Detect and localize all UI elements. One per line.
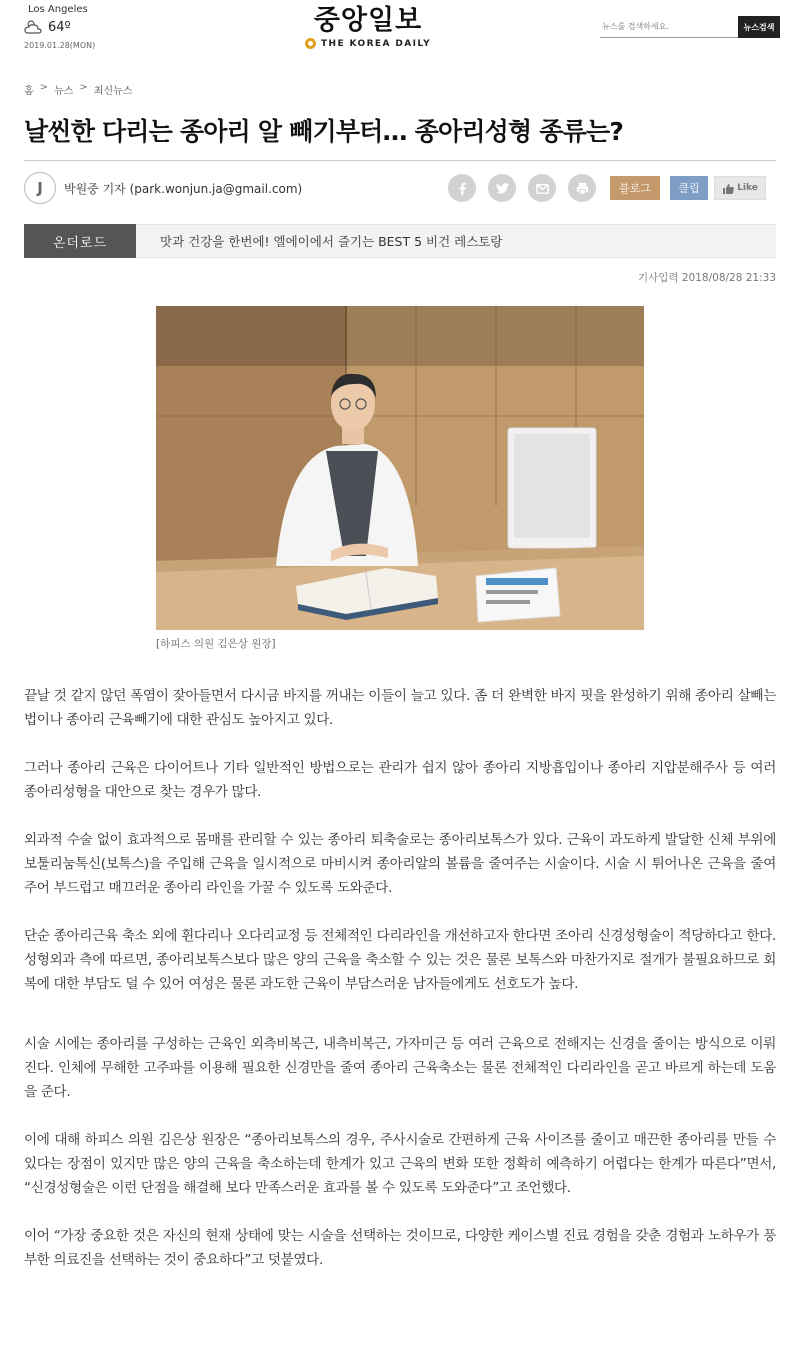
breadcrumb-latest[interactable]: 최신뉴스	[93, 86, 133, 97]
weather-city: Los Angeles	[28, 4, 88, 15]
logo-mark-icon	[305, 38, 316, 49]
logo-korean: 중앙일보	[313, 5, 423, 36]
byline	[24, 172, 302, 204]
article-paragraph: 이에 대해 하피스 의원 김은상 원장은 “종아리보톡스의 경우, 주사시술로 간편하게 근육 사이즈를 줄이고 매끈한 종아리를 만들 수 있다는 장점이 있지만 많은 양의 근육을 축소하는데 한계가 있고 근육의 변화 또한 정확히 예측하기 어렵다는 한계가 따른다”면서, “신경성형술은 이런 단점을 해결해 보다 만족스러운 효과를 볼 수 있도록 도와준다”고 조언했다.	[24, 1132, 776, 1196]
search-bar	[600, 16, 782, 40]
weather-date: 2019.01.28(MON)	[24, 41, 96, 50]
article-body	[24, 684, 776, 1272]
related-ticker	[24, 224, 776, 258]
article-headline: 날씬한 다리는 종아리 알 빼기부터… 종아리성형 종류는?	[24, 117, 624, 146]
breadcrumb	[24, 82, 132, 97]
share-toolbar	[448, 174, 766, 202]
ticker-label[interactable]: 온더로드	[24, 224, 136, 258]
article-paragraph: 외과적 수술 없이 효과적으로 몸매를 관리할 수 있는 종아리 퇴축술로는 종아리보톡스가 있다. 근육이 과도하게 발달한 신체 부위에 보툴리눔톡신(보톡스)을 주입해 근육을 일시적으로 마비시켜 종아리알의 볼륨을 줄여주는 시술이다. 시술 시 튀어나온 근육을 줄여주어 부드럽고 매끄러운 종아리 라인을 가꿀 수 있도록 도와준다.	[24, 832, 776, 896]
article-paragraph: 그러나 종아리 근육은 다이어트나 기타 일반적인 방법으로는 관리가 쉽지 않아 종아리 지방흡입이나 종아리 지압분해주사 등 여러 종아리성형을 대안으로 찾는 경우가 많다.	[24, 760, 776, 800]
like-button[interactable]	[714, 176, 766, 200]
article-photo	[156, 306, 644, 630]
article-paragraph: 끝날 것 같지 않던 폭염이 잦아들면서 다시금 바지를 꺼내는 이들이 늘고 있다. 좀 더 완벽한 바지 핏을 완성하기 위해 종아리 살빼는 법이나 종아리 근육빼기에 대한 관심도 높아지고 있다.	[24, 688, 776, 728]
author-avatar: J	[24, 172, 56, 204]
search-button[interactable]: 뉴스검색	[738, 16, 780, 38]
clip-button[interactable]: 클립	[670, 176, 708, 200]
breadcrumb-home[interactable]: 홈	[24, 86, 34, 97]
like-label: Like	[737, 183, 758, 193]
email-icon[interactable]	[528, 174, 556, 202]
publish-timestamp: 기사입력 2018/08/28 21:33	[637, 272, 776, 284]
site-logo[interactable]	[300, 4, 436, 49]
breadcrumb-separator: >	[39, 82, 49, 93]
doctor-photo-illustration	[156, 306, 644, 630]
weather-widget	[24, 4, 144, 50]
thumbs-up-icon	[722, 183, 734, 194]
logo-english: THE KOREA DAILY	[321, 38, 431, 49]
breadcrumb-news[interactable]: 뉴스	[54, 86, 74, 97]
facebook-icon[interactable]	[448, 174, 476, 202]
article-paragraph: 시술 시에는 종아리를 구성하는 근육인 외측비복근, 내측비복근, 가자미근 등 여러 근육으로 전해지는 신경을 줄이는 방식으로 이뤄진다. 인체에 무해한 고주파를 이용해 필요한 신경만을 줄여 종아리 근육축소는 물론 전체적인 다리라인을 곧고 바르게 하는데 도움을 준다.	[24, 1036, 776, 1100]
article-paragraph: 단순 종아리근육 축소 외에 휜다리나 오다리교정 등 전체적인 다리라인을 개선하고자 한다면 조아리 신경성형술이 적당하다고 한다. 성형외과 측에 따르면, 종아리보톡스보다 많은 양의 근육을 축소할 수 있는 것은 물론 보톡스와 마찬가지로 절개가 불필요하므로 회복에 대한 부담도 덜 수 있어 여성은 물론 과도한 근육이 부담스러운 남자들에게도 선호도가 높다.	[24, 928, 776, 992]
blog-button[interactable]: 블로그	[610, 176, 660, 200]
photo-caption: [하피스 의원 김은상 원장]	[156, 638, 276, 650]
author-name[interactable]: 박원중 기자 (park.wonjun.ja@gmail.com)	[64, 181, 303, 196]
search-input[interactable]	[600, 16, 738, 38]
weather-temp: 64º	[48, 19, 71, 35]
article-paragraph: 이어 “가장 중요한 것은 자신의 현재 상태에 맞는 시술을 선택하는 것이므로, 다양한 케이스별 진료 경험을 갖춘 경험과 노하우가 풍부한 의료진을 선택하는 것이 중요하다”고 덧붙였다.	[24, 1228, 776, 1268]
breadcrumb-separator: >	[79, 82, 88, 93]
cloud-sun-icon	[24, 19, 44, 35]
divider	[24, 160, 776, 161]
twitter-icon[interactable]	[488, 174, 516, 202]
print-icon[interactable]	[568, 174, 596, 202]
ticker-link[interactable]: 맛과 건강을 한번에! 엘에이에서 즐기는 BEST 5 비건 레스토랑	[160, 234, 503, 249]
